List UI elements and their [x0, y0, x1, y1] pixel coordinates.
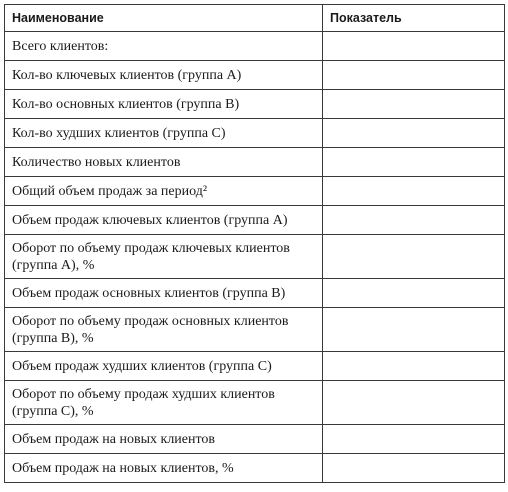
table-row: [5, 352, 505, 381]
row-value: [323, 148, 505, 177]
table-row: [5, 279, 505, 308]
row-name: Кол-во ключевых клиентов (группа А): [5, 61, 323, 90]
indicators-table: [4, 4, 505, 483]
table-row: [5, 206, 505, 235]
row-name: Объем продаж на новых клиентов, %: [5, 454, 323, 483]
row-value: [323, 61, 505, 90]
header-name: Наименование: [5, 5, 323, 32]
row-value: [323, 279, 505, 308]
header-value: Показатель: [323, 5, 505, 32]
row-value: [323, 177, 505, 206]
row-value: [323, 119, 505, 148]
table-row: [5, 177, 505, 206]
row-name: Оборот по объему продаж худших клиентов (группа С), %: [5, 381, 323, 425]
table-row: [5, 235, 505, 279]
table-row: [5, 425, 505, 454]
row-name: Объем продаж основных клиентов (группа В): [5, 279, 323, 308]
row-name: Оборот по объему продаж основных клиентов (группа В), %: [5, 308, 323, 352]
table-row: [5, 454, 505, 483]
table-row: [5, 381, 505, 425]
row-value: [323, 235, 505, 279]
row-value: [323, 206, 505, 235]
row-name: Кол-во худших клиентов (группа С): [5, 119, 323, 148]
table-row: [5, 308, 505, 352]
row-value: [323, 90, 505, 119]
header-row: [5, 5, 505, 32]
table-row: [5, 148, 505, 177]
row-value: [323, 352, 505, 381]
row-value: [323, 425, 505, 454]
row-name: Объем продаж худших клиентов (группа С): [5, 352, 323, 381]
row-name: Общий объем продаж за период²: [5, 177, 323, 206]
row-name: Объем продаж ключевых клиентов (группа А): [5, 206, 323, 235]
table-header: [5, 5, 505, 32]
table-row: [5, 119, 505, 148]
table-body: [5, 32, 505, 483]
row-name: Кол-во основных клиентов (группа В): [5, 90, 323, 119]
row-value: [323, 32, 505, 61]
row-value: [323, 454, 505, 483]
table-row: [5, 90, 505, 119]
row-value: [323, 381, 505, 425]
table-row: [5, 61, 505, 90]
table-row: [5, 32, 505, 61]
row-name: Объем продаж на новых клиентов: [5, 425, 323, 454]
row-name: Количество новых клиентов: [5, 148, 323, 177]
row-value: [323, 308, 505, 352]
row-name: Оборот по объему продаж ключевых клиентов (группа А), %: [5, 235, 323, 279]
row-name: Всего клиентов:: [5, 32, 323, 61]
